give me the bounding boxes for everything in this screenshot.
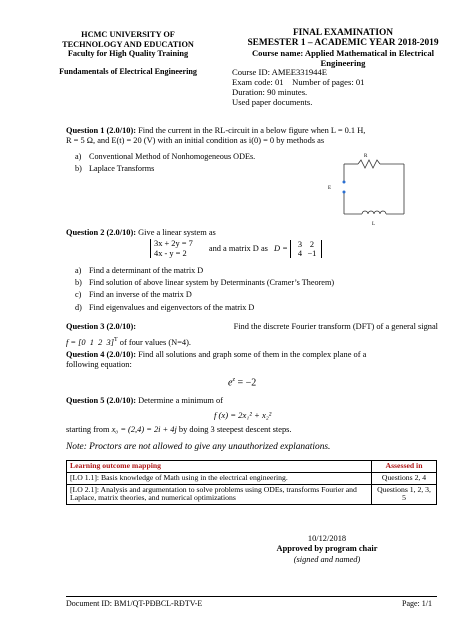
q2-a-text: Find a determinant of the matrix D	[89, 266, 204, 275]
question-1	[66, 126, 438, 146]
q3-text: Find the discrete Fourier transform (DFT) of a general signal	[233, 322, 438, 331]
approved-by: Approved by program chair	[276, 544, 378, 554]
course-name-line2: Engineering	[320, 57, 366, 68]
q2-eq1: 3x + 2y = 7	[154, 239, 193, 248]
q2-d-text: Find eigenvalues and eigenvectors of the matrix D	[89, 302, 255, 312]
lo-2-1-assessed: Questions 1, 2, 3, 5	[372, 484, 437, 505]
course-name-line1: Course name: Applied Mathematical in Electrical	[251, 47, 435, 58]
question-5	[66, 396, 223, 406]
q4-text: Find all solutions and graph some of them in the complex plane of a	[138, 350, 367, 359]
q3-label: Question 3 (2.0/10):	[66, 322, 137, 331]
q5-start	[66, 425, 292, 435]
matrix-cell: 3	[297, 239, 303, 249]
approval-date: 10/12/2018	[307, 534, 347, 543]
q2-a-key: a)	[75, 266, 82, 275]
q5-start-text: starting from	[66, 425, 110, 434]
course-id: Course ID: AMEE331944E	[232, 67, 328, 78]
header-right	[228, 28, 458, 108]
department-course: Fundamentals of Electrical Engineering	[59, 66, 197, 76]
fig-label-e: E	[328, 186, 332, 191]
q1-label: Question 1 (2.0/10):	[66, 126, 137, 135]
exam-code: Exam code: 01 Number of pages: 01	[232, 77, 365, 88]
question-4	[66, 350, 438, 370]
q2-matrix	[290, 240, 322, 258]
q2-options	[75, 265, 334, 314]
lo-header: Learning outcome mapping	[67, 461, 372, 473]
q2-d-label: D =	[274, 243, 288, 253]
q3-text2: of four values (N=4).	[119, 337, 192, 347]
q2-text: Give a linear system as	[138, 228, 216, 237]
q4-equation	[228, 376, 256, 388]
q4-eq-rhs: = −2	[237, 377, 257, 389]
q4-eq-base: e	[228, 377, 233, 389]
matrix-cell: −1	[307, 248, 317, 258]
q2-system	[150, 239, 322, 258]
q2-b-key: b)	[75, 278, 82, 288]
q5-text: Determine a minimum of	[138, 396, 224, 405]
q4-text2: following equation:	[66, 360, 132, 369]
q2-d-key: d)	[75, 302, 82, 312]
q1-text: Find the current in the RL-circuit in a below figure when L = 0.1 H,	[138, 126, 366, 135]
question-3	[66, 322, 438, 348]
table-row	[67, 484, 437, 505]
table-row	[67, 461, 437, 473]
matrix-cell: 4	[297, 248, 303, 258]
q3-signal: f = [0 1 2 3]	[66, 337, 114, 347]
lo-1-1-assessed: Questions 2, 4	[372, 472, 437, 484]
exam-title: FINAL EXAMINATION	[292, 28, 394, 38]
lo-2-1: [LO 2.1]: Analysis and argumentation to solve problems using ODEs, transforms Fourier and Laplace, matrix theories, and numerical optimizations	[67, 484, 372, 505]
question-2	[66, 228, 216, 238]
document-id: Document ID: BM1/QT-PĐBCL-RĐTV-E	[66, 599, 203, 608]
q5-equation: f (x) = 2x₁² + x₂²	[214, 410, 272, 420]
duration: Duration: 90 minutes.	[232, 87, 308, 97]
q1-a-text: Conventional Method of Nonhomogeneous ODEs.	[89, 152, 256, 161]
q2-equation-brace	[150, 239, 193, 258]
matrix-cell: 2	[309, 239, 315, 249]
q1-b-text: Laplace Transforms	[89, 164, 155, 174]
q2-c-key: c)	[75, 290, 82, 300]
q5-x0: x₀ = (2,4) = 2i + 4j	[111, 425, 177, 434]
header-left	[30, 30, 226, 76]
terminal-bottom-icon	[343, 191, 346, 194]
q2-label: Question 2 (2.0/10):	[66, 228, 137, 237]
fig-label-l: L	[372, 222, 376, 227]
q2-c-text: Find an inverse of the matrix D	[89, 290, 192, 300]
used-documents: Used paper documents.	[232, 96, 313, 107]
q1-options	[75, 151, 255, 175]
q4-label: Question 4 (2.0/10):	[66, 350, 137, 359]
lo-1-1: [LO 1.1]: Basis knowledge of Math using in the electrical engineering.	[67, 472, 372, 484]
q2-eq2: 4x - y = 2	[154, 248, 187, 258]
q3-transpose: T	[114, 337, 118, 343]
university-line2: TECHNOLOGY AND EDUCATION	[62, 39, 194, 49]
q4-eq-exp: z	[232, 376, 235, 383]
page-number: Page: 1/1	[402, 599, 432, 608]
fig-label-r: R	[364, 154, 368, 159]
q2-mid-text: and a matrix D as	[208, 243, 268, 253]
university-line1: HCMC UNIVERSITY OF	[81, 30, 175, 39]
rl-circuit-diagram	[318, 146, 418, 228]
q1-text2: R = 5 Ω, and E(t) = 20 (V) with an initial condition as i(0) = 0 by methods as	[66, 136, 325, 145]
q1-b-key: b)	[75, 164, 82, 174]
table-row	[67, 472, 437, 484]
assessed-header: Assessed in	[372, 461, 437, 473]
signed-named: (signed and named)	[293, 554, 361, 564]
footer-divider	[66, 596, 437, 597]
q2-b-text: Find solution of above linear system by Determinants (Cramer’s Theorem)	[89, 278, 335, 288]
q1-a-key: a)	[75, 152, 82, 161]
semester: SEMESTER 1 – ACADEMIC YEAR 2018-2019	[247, 38, 439, 49]
learning-outcome-table	[66, 460, 437, 505]
q5-tail: by doing 3 steepest descent steps.	[178, 425, 292, 434]
terminal-top-icon	[343, 181, 346, 184]
faculty: Faculty for High Quality Training	[67, 49, 189, 59]
approval-block	[262, 534, 392, 565]
proctor-note: Note: Proctors are not allowed to give any unauthorized explanations.	[66, 442, 331, 452]
q5-label: Question 5 (2.0/10):	[66, 396, 137, 405]
